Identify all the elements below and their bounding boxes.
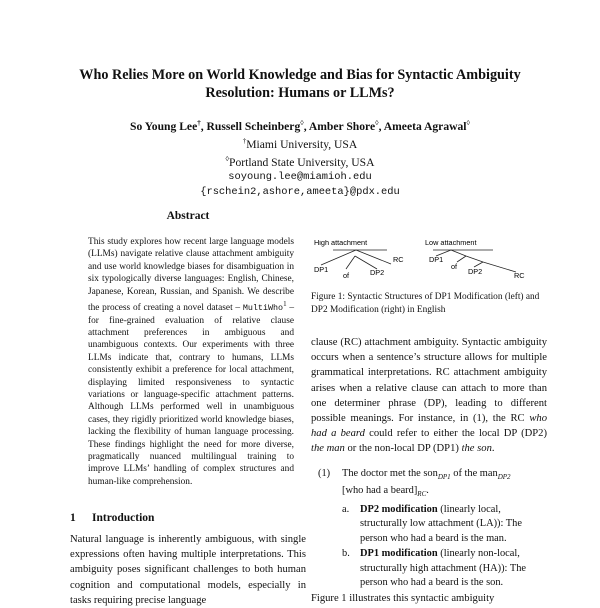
title-line-1: Who Relies More on World Knowledge and Bias for Syntactic Ambiguity bbox=[79, 67, 521, 83]
tree-title-left: High attachment bbox=[314, 240, 368, 247]
example-item-b bbox=[318, 547, 548, 590]
author-4-mark: ◊ bbox=[466, 119, 470, 127]
author-2: Russell Scheinberg bbox=[206, 119, 301, 133]
aff-1-mark: † bbox=[242, 136, 247, 145]
figure-caption: Figure 1: Syntactic Structures of DP1 Modification (left) and DP2 Modification (right) in English bbox=[311, 292, 540, 315]
tree-right-dp1: DP1 bbox=[429, 255, 444, 264]
dataset-name: MultiWho bbox=[242, 303, 284, 314]
ex-s4: . bbox=[426, 485, 429, 497]
ex-sub3: RC bbox=[417, 490, 427, 499]
tree-title-right: Low attachment bbox=[425, 240, 477, 247]
title-line-2: Resolution: Humans or LLMs? bbox=[205, 85, 395, 101]
tree-left-of: of bbox=[343, 271, 350, 280]
rtext-2: could refer to either the local DP (DP2) bbox=[364, 428, 547, 440]
right-column-continuation: Figure 1 illustrates this syntactic ambiguity bbox=[311, 593, 495, 604]
tree-right-rc: RC bbox=[514, 271, 525, 280]
rtext-ital-2: the man bbox=[311, 443, 345, 455]
example-item-a bbox=[318, 503, 548, 546]
item-a-text: (linearly local, structurally low attachment (LA)): The person who had a beard is the man. bbox=[360, 503, 522, 544]
section-heading-introduction bbox=[70, 512, 306, 524]
high-attachment-tree bbox=[314, 240, 404, 280]
ex-s1: The doctor met the son bbox=[342, 468, 438, 479]
author-1-mark: † bbox=[197, 119, 201, 127]
author-3: Amber Shore bbox=[308, 119, 376, 133]
rtext-4: . bbox=[491, 443, 495, 455]
item-b-bold: DP1 modification bbox=[360, 548, 438, 560]
rtext-ital-3: the son bbox=[461, 443, 492, 455]
aff-1-text: Miami University, USA bbox=[246, 137, 358, 151]
syntax-tree-figure bbox=[311, 240, 547, 282]
abstract-heading: Abstract bbox=[166, 210, 210, 222]
tree-left-dp2: DP2 bbox=[370, 268, 385, 277]
author-1: So Young Lee bbox=[130, 119, 198, 133]
abstract-body bbox=[88, 236, 294, 488]
item-a-letter: a. bbox=[342, 503, 350, 515]
item-b-text: (linearly non-local, structurally high attachment (HA)): The person who had a beard is the son. bbox=[360, 548, 527, 588]
example-sentence bbox=[318, 467, 548, 502]
author-3-mark: ◊ bbox=[375, 119, 379, 127]
tree-right-of: of bbox=[451, 262, 458, 271]
rtext-ital-1: who had a beard bbox=[311, 413, 547, 440]
author-block bbox=[40, 116, 560, 200]
affiliation-1 bbox=[40, 134, 560, 152]
right-column-text bbox=[311, 335, 547, 457]
item-b-letter: b. bbox=[342, 548, 350, 560]
ex-sub1: DP1 bbox=[437, 473, 451, 482]
aff-2-text: Portland State University, USA bbox=[229, 155, 375, 169]
author-names: So Young Lee†, Russell Scheinberg◊, Amber Shore◊, Ameeta Agrawal◊ bbox=[130, 119, 470, 133]
paper-title bbox=[40, 66, 560, 102]
tree-left-dp1: DP1 bbox=[314, 265, 329, 274]
low-attachment-tree bbox=[425, 240, 525, 280]
abstract-text-2: – for fine-grained evaluation of relative clause attachment preferences in ambiguous and unambiguous contexts. Our experiments with three LLMs indicate that, contrary to humans, LLMs consistently exhibit a preference for local attachment, displaying limited responsiveness to syntactic variations or language-specific attachment patterns. Although LLMs performed well in unambiguous cases, they rigidly prioritized world knowledge biases, lacking the flexibility of human language processing. These findings highlight the need for more diverse, pragmatically nuanced multilingual training to improve LLMs’ handling of complex structures and human-like comprehension. bbox=[88, 303, 294, 487]
tree-right-dp2: DP2 bbox=[468, 267, 483, 276]
item-a-bold: DP2 modification bbox=[360, 503, 438, 515]
author-4: Ameeta Agrawal bbox=[383, 119, 467, 133]
section-number: 1 bbox=[70, 512, 76, 524]
introduction-text: Natural language is inherently ambiguous, with single expressions often having multiple interpretations. This ambiguity poses significant challenges to both human cognition and computational models, especially in tasks requiring precise language bbox=[70, 534, 306, 606]
ex-s3: [who had a beard] bbox=[342, 485, 418, 497]
example-number: (1) bbox=[318, 468, 331, 479]
section-title: Introduction bbox=[92, 512, 155, 524]
abstract-text-1: This study explores how recent large language models (LLMs) navigate relative clause attachment ambiguity and use world knowledge biases for disambiguation in six typologically diverse languages: English, Chinese, Japanese, Korean, Russian, and Spanish. We describe the process of creating a novel dataset – bbox=[88, 237, 294, 314]
rtext-3: or the non-local DP (DP1) bbox=[344, 443, 462, 455]
example-1 bbox=[318, 467, 548, 590]
affiliation-2 bbox=[40, 152, 560, 170]
email-2[interactable]: {rschein2,ashore,ameeta}@pdx.edu bbox=[200, 185, 400, 198]
ex-sub2: DP2 bbox=[497, 473, 511, 482]
aff-2-mark: ◊ bbox=[225, 154, 229, 163]
ex-s2: of the man bbox=[450, 468, 498, 479]
tree-left-rc: RC bbox=[393, 255, 404, 264]
author-2-mark: ◊ bbox=[300, 119, 304, 127]
rtext-1: clause (RC) attachment ambiguity. Syntactic ambiguity occurs when a sentence’s structure allows for multiple grammatical interpretations. RC attachment ambiguity arises when a relative clause can attach to more than one determiner phrase (DP), leading to different possible meanings. For instance, in (1), the RC bbox=[311, 337, 547, 425]
email-1[interactable]: soyoung.lee@miamioh.edu bbox=[228, 170, 372, 183]
footnote-marker[interactable]: 1 bbox=[283, 300, 287, 309]
